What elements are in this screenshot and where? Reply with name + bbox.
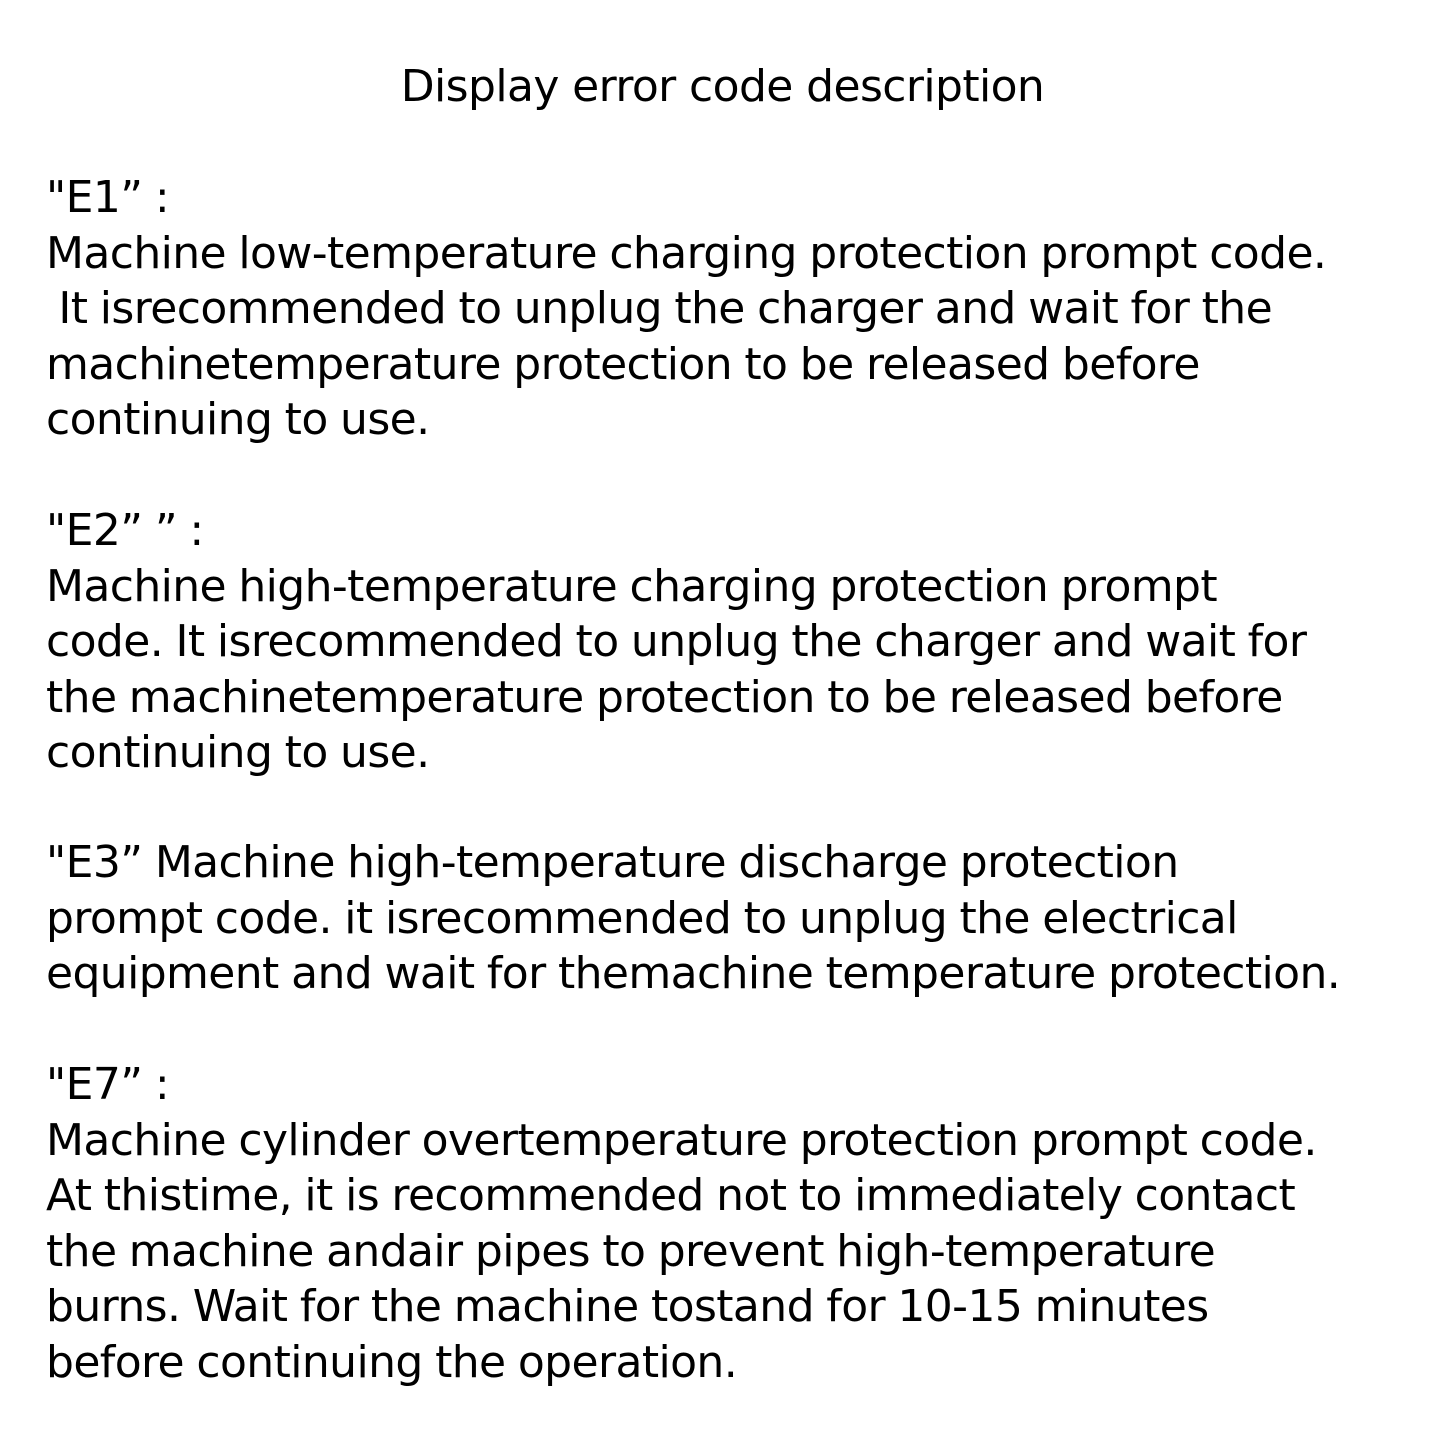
error-code-e2 xyxy=(46,503,1426,781)
description-line: At thistime, it is recommended not to immediately contact xyxy=(46,1170,1296,1221)
description-line: Machine high-temperature charging protection prompt xyxy=(46,560,1218,612)
error-code-heading: "E2” ” : xyxy=(46,505,204,556)
error-code-heading: "E7” : xyxy=(46,1059,170,1110)
error-code-e3 xyxy=(46,835,1426,1002)
description-line: machinetemperature protection to be released before xyxy=(46,338,1200,390)
description-line: prompt code. it isrecommended to unplug the electrical xyxy=(46,892,1238,944)
error-code-e1 xyxy=(46,170,1426,448)
description-line: before continuing the operation. xyxy=(46,1336,738,1388)
description-line: It isrecommended to unplug the charger and wait for the xyxy=(46,283,1273,334)
description-line: Machine low-temperature charging protection prompt code. xyxy=(46,227,1327,279)
description-line: Machine cylinder overtemperature protection prompt code. xyxy=(46,1114,1317,1166)
description-line: the machinetemperature protection to be released before xyxy=(46,671,1283,723)
description-line: continuing to use. xyxy=(46,727,430,778)
description-line: the machine andair pipes to prevent high-temperature xyxy=(46,1225,1216,1277)
error-code-e7 xyxy=(46,1057,1426,1390)
page-title: Display error code description xyxy=(400,61,1045,112)
error-code-heading: "E3” Machine high-temperature discharge protection xyxy=(46,837,1179,888)
error-code-heading: "E1” : xyxy=(46,172,170,223)
description-line: equipment and wait for themachine temperature protection. xyxy=(46,948,1341,999)
description-line: continuing to use. xyxy=(46,394,430,445)
description-line: code. It isrecommended to unplug the charger and wait for xyxy=(46,616,1307,667)
description-line: burns. Wait for the machine tostand for 10-15 minutes xyxy=(46,1281,1209,1332)
